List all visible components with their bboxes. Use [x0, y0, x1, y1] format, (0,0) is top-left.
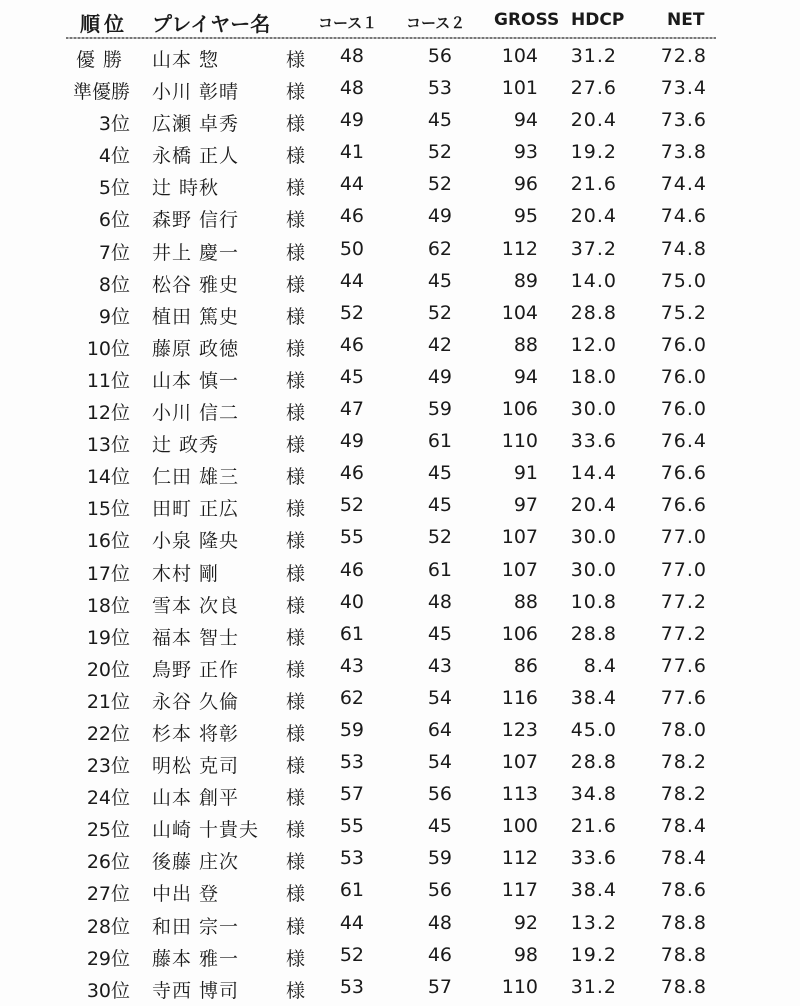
course2-score: 52 — [427, 526, 452, 549]
course2-score: 45 — [427, 494, 452, 517]
rank-cell: 12位 — [86, 402, 130, 425]
course2-score: 49 — [427, 365, 452, 388]
honorific: 様 — [286, 113, 306, 136]
rank-cell: 23位 — [86, 755, 130, 778]
gross-score: 100 — [501, 815, 538, 838]
honorific: 様 — [286, 273, 306, 296]
honorific: 様 — [286, 851, 306, 874]
handicap: 28.8 — [570, 751, 617, 774]
handicap: 21.6 — [570, 173, 617, 196]
table-row — [0, 234, 800, 266]
honorific: 様 — [286, 466, 306, 489]
rank-cell: 4位 — [98, 145, 130, 168]
table-row — [0, 683, 800, 715]
rank-cell: 14位 — [86, 466, 130, 489]
table-row — [0, 843, 800, 875]
honorific: 様 — [286, 81, 306, 104]
net-score: 78.4 — [660, 815, 707, 838]
handicap: 33.6 — [570, 847, 617, 870]
net-score: 78.6 — [660, 879, 707, 902]
player-name: 永橋 正人 — [152, 145, 240, 168]
course1-score: 46 — [339, 558, 364, 581]
handicap: 38.4 — [570, 879, 617, 902]
honorific: 様 — [286, 883, 306, 906]
course1-score: 53 — [339, 751, 364, 774]
net-score: 78.0 — [660, 718, 707, 741]
honorific: 様 — [286, 498, 306, 521]
course2-score: 48 — [427, 590, 452, 613]
course1-score: 61 — [339, 622, 364, 645]
honorific: 様 — [286, 722, 306, 745]
course1-score: 46 — [339, 205, 364, 228]
player-name: 山本 慎一 — [152, 369, 240, 392]
course1-score: 57 — [339, 783, 364, 806]
table-row — [0, 747, 800, 779]
gross-score: 93 — [513, 141, 538, 164]
gross-score: 94 — [513, 365, 538, 388]
course1-score: 44 — [339, 269, 364, 292]
course2-score: 52 — [427, 141, 452, 164]
table-row — [0, 169, 800, 201]
honorific: 様 — [286, 947, 306, 970]
honorific: 様 — [286, 209, 306, 232]
table-row — [0, 298, 800, 330]
table-row — [0, 330, 800, 362]
table-row — [0, 201, 800, 233]
course2-score: 43 — [427, 654, 452, 677]
course1-score: 55 — [339, 815, 364, 838]
table-row — [0, 619, 800, 651]
player-name: 鳥野 正作 — [152, 658, 240, 681]
gross-score: 112 — [501, 237, 538, 260]
handicap: 20.4 — [570, 494, 617, 517]
table-row — [0, 811, 800, 843]
honorific: 様 — [286, 177, 306, 200]
course2-score: 52 — [427, 301, 452, 324]
table-row — [0, 908, 800, 940]
table-row — [0, 490, 800, 522]
course1-score: 43 — [339, 654, 364, 677]
rank-cell: 18位 — [86, 594, 130, 617]
handicap: 20.4 — [570, 205, 617, 228]
honorific: 様 — [286, 819, 306, 842]
course1-score: 53 — [339, 975, 364, 998]
course1-score: 50 — [339, 237, 364, 260]
net-score: 73.4 — [660, 77, 707, 100]
course2-score: 62 — [427, 237, 452, 260]
table-row — [0, 458, 800, 490]
rank-cell: 20位 — [86, 658, 130, 681]
course1-score: 62 — [339, 686, 364, 709]
handicap: 28.8 — [570, 301, 617, 324]
course1-score: 49 — [339, 109, 364, 132]
gross-score: 106 — [501, 398, 538, 421]
course1-score: 52 — [339, 301, 364, 324]
table-row — [0, 522, 800, 554]
honorific: 様 — [286, 562, 306, 585]
honorific: 様 — [286, 626, 306, 649]
net-score: 74.6 — [660, 205, 707, 228]
course2-score: 42 — [427, 333, 452, 356]
course1-score: 61 — [339, 879, 364, 902]
net-score: 77.0 — [660, 558, 707, 581]
handicap: 12.0 — [570, 333, 617, 356]
table-row — [0, 779, 800, 811]
rank-cell: 7位 — [98, 241, 130, 264]
net-score: 74.4 — [660, 173, 707, 196]
course1-score: 53 — [339, 847, 364, 870]
honorific: 様 — [286, 337, 306, 360]
course1-score: 48 — [339, 45, 364, 67]
header-divider — [66, 37, 716, 39]
net-score: 73.8 — [660, 141, 707, 164]
net-score: 76.0 — [660, 365, 707, 388]
net-score: 76.4 — [660, 430, 707, 453]
net-score: 78.8 — [660, 943, 707, 966]
net-score: 76.0 — [660, 333, 707, 356]
rank-cell: 16位 — [86, 530, 130, 553]
player-name: 仁田 雄三 — [152, 466, 240, 489]
course2-score: 61 — [427, 558, 452, 581]
player-name: 森野 信行 — [152, 209, 240, 232]
rank-cell: 17位 — [86, 562, 130, 585]
rank-cell: 10位 — [86, 337, 130, 360]
rank-cell: 27位 — [86, 883, 130, 906]
header-course1: コース１ — [318, 14, 378, 32]
player-name: 山崎 十貴夫 — [152, 819, 260, 842]
gross-score: 106 — [501, 622, 538, 645]
net-score: 78.8 — [660, 975, 707, 998]
results-table-body — [0, 41, 800, 1004]
player-name: 後藤 庄次 — [152, 851, 240, 874]
net-score: 72.8 — [660, 45, 707, 67]
handicap: 19.2 — [570, 141, 617, 164]
table-row — [0, 266, 800, 298]
header-player: プレイヤー名 — [152, 12, 271, 36]
gross-score: 95 — [513, 205, 538, 228]
net-score: 73.6 — [660, 109, 707, 132]
rank-cell: 5位 — [98, 177, 130, 200]
player-name: 辻 政秀 — [152, 434, 220, 457]
course1-score: 52 — [339, 494, 364, 517]
handicap: 45.0 — [570, 718, 617, 741]
gross-score: 107 — [501, 751, 538, 774]
net-score: 75.2 — [660, 301, 707, 324]
course1-score: 44 — [339, 911, 364, 934]
handicap: 14.0 — [570, 269, 617, 292]
course1-score: 49 — [339, 430, 364, 453]
player-name: 永谷 久倫 — [152, 690, 240, 713]
net-score: 76.6 — [660, 494, 707, 517]
table-row — [0, 394, 800, 426]
player-name: 杉本 将彰 — [152, 722, 240, 745]
gross-score: 107 — [501, 526, 538, 549]
player-name: 藤本 雅一 — [152, 947, 240, 970]
rank-cell: 26位 — [86, 851, 130, 874]
course2-score: 46 — [427, 943, 452, 966]
table-row — [0, 587, 800, 619]
honorific: 様 — [286, 979, 306, 1002]
net-score: 76.0 — [660, 398, 707, 421]
rank-cell: 11位 — [86, 369, 130, 392]
course1-score: 52 — [339, 943, 364, 966]
player-name: 広瀬 卓秀 — [152, 113, 240, 136]
honorific: 様 — [286, 530, 306, 553]
gross-score: 123 — [501, 718, 538, 741]
honorific: 様 — [286, 145, 306, 168]
net-score: 77.6 — [660, 686, 707, 709]
rank-cell: 優勝 — [75, 49, 130, 71]
honorific: 様 — [286, 434, 306, 457]
course2-score: 49 — [427, 205, 452, 228]
gross-score: 107 — [501, 558, 538, 581]
course1-score: 55 — [339, 526, 364, 549]
course2-score: 54 — [427, 686, 452, 709]
handicap: 27.6 — [570, 77, 617, 100]
course1-score: 47 — [339, 398, 364, 421]
player-name: 寺西 博司 — [152, 979, 240, 1002]
table-row — [0, 105, 800, 137]
header-hdcp: HDCP — [571, 10, 625, 30]
net-score: 78.2 — [660, 783, 707, 806]
rank-cell: 30位 — [86, 979, 130, 1002]
gross-score: 86 — [513, 654, 538, 677]
player-name: 植田 篤史 — [152, 305, 240, 328]
gross-score: 101 — [501, 77, 538, 100]
honorific: 様 — [286, 755, 306, 778]
rank-cell: 15位 — [86, 498, 130, 521]
course2-score: 45 — [427, 622, 452, 645]
gross-score: 112 — [501, 847, 538, 870]
handicap: 10.8 — [570, 590, 617, 613]
header-course2: コース２ — [406, 14, 466, 32]
course2-score: 56 — [427, 45, 452, 67]
honorific: 様 — [286, 305, 306, 328]
rank-cell: 6位 — [98, 209, 130, 232]
honorific: 様 — [286, 241, 306, 264]
gross-score: 97 — [513, 494, 538, 517]
table-header — [0, 0, 800, 40]
rank-cell: 19位 — [86, 626, 130, 649]
course2-score: 59 — [427, 398, 452, 421]
gross-score: 104 — [501, 45, 538, 67]
player-name: 小泉 隆央 — [152, 530, 240, 553]
table-row — [0, 41, 800, 73]
handicap: 33.6 — [570, 430, 617, 453]
course1-score: 45 — [339, 365, 364, 388]
handicap: 18.0 — [570, 365, 617, 388]
player-name: 田町 正広 — [152, 498, 240, 521]
handicap: 34.8 — [570, 783, 617, 806]
course2-score: 59 — [427, 847, 452, 870]
handicap: 37.2 — [570, 237, 617, 260]
table-row — [0, 875, 800, 907]
player-name: 中出 登 — [152, 883, 220, 906]
player-name: 井上 慶一 — [152, 241, 240, 264]
player-name: 和田 宗一 — [152, 915, 240, 938]
course2-score: 56 — [427, 783, 452, 806]
table-row — [0, 940, 800, 972]
course2-score: 53 — [427, 77, 452, 100]
player-name: 松谷 雅史 — [152, 273, 240, 296]
rank-cell: 29位 — [86, 947, 130, 970]
gross-score: 88 — [513, 590, 538, 613]
header-net: NET — [667, 10, 705, 30]
honorific: 様 — [286, 658, 306, 681]
course1-score: 46 — [339, 462, 364, 485]
course1-score: 59 — [339, 718, 364, 741]
table-row — [0, 426, 800, 458]
handicap: 28.8 — [570, 622, 617, 645]
rank-cell: 28位 — [86, 915, 130, 938]
course1-score: 44 — [339, 173, 364, 196]
handicap: 8.4 — [583, 654, 617, 677]
net-score: 77.2 — [660, 590, 707, 613]
handicap: 31.2 — [570, 45, 617, 67]
player-name: 辻 時秋 — [152, 177, 220, 200]
player-name: 木村 剛 — [152, 562, 220, 585]
player-name: 小川 信二 — [152, 402, 240, 425]
gross-score: 94 — [513, 109, 538, 132]
course2-score: 56 — [427, 879, 452, 902]
player-name: 雪本 次良 — [152, 594, 240, 617]
rank-cell: 9位 — [98, 305, 130, 328]
net-score: 77.6 — [660, 654, 707, 677]
table-row — [0, 362, 800, 394]
gross-score: 117 — [501, 879, 538, 902]
rank-cell: 3位 — [98, 113, 130, 136]
net-score: 78.4 — [660, 847, 707, 870]
gross-score: 98 — [513, 943, 538, 966]
gross-score: 88 — [513, 333, 538, 356]
handicap: 21.6 — [570, 815, 617, 838]
course1-score: 41 — [339, 141, 364, 164]
table-row — [0, 715, 800, 747]
net-score: 76.6 — [660, 462, 707, 485]
rank-cell: 準優勝 — [72, 81, 130, 104]
gross-score: 113 — [501, 783, 538, 806]
rank-cell: 25位 — [86, 819, 130, 842]
rank-cell: 8位 — [98, 273, 130, 296]
table-row — [0, 137, 800, 169]
net-score: 75.0 — [660, 269, 707, 292]
gross-score: 110 — [501, 975, 538, 998]
net-score: 77.2 — [660, 622, 707, 645]
gross-score: 110 — [501, 430, 538, 453]
course2-score: 54 — [427, 751, 452, 774]
handicap: 14.4 — [570, 462, 617, 485]
honorific: 様 — [286, 787, 306, 810]
table-row — [0, 73, 800, 105]
course2-score: 61 — [427, 430, 452, 453]
honorific: 様 — [286, 402, 306, 425]
gross-score: 92 — [513, 911, 538, 934]
course2-score: 45 — [427, 462, 452, 485]
net-score: 77.0 — [660, 526, 707, 549]
honorific: 様 — [286, 369, 306, 392]
handicap: 30.0 — [570, 398, 617, 421]
gross-score: 89 — [513, 269, 538, 292]
course2-score: 52 — [427, 173, 452, 196]
net-score: 78.2 — [660, 751, 707, 774]
course2-score: 45 — [427, 109, 452, 132]
course2-score: 48 — [427, 911, 452, 934]
table-row — [0, 555, 800, 587]
player-name: 福本 智士 — [152, 626, 240, 649]
rank-cell: 21位 — [86, 690, 130, 713]
course2-score: 45 — [427, 815, 452, 838]
course2-score: 57 — [427, 975, 452, 998]
course1-score: 40 — [339, 590, 364, 613]
header-rank: 順位 — [80, 12, 128, 36]
handicap: 30.0 — [570, 558, 617, 581]
handicap: 13.2 — [570, 911, 617, 934]
rank-cell: 22位 — [86, 722, 130, 745]
player-name: 山本 惣 — [152, 49, 220, 71]
player-name: 小川 彰晴 — [152, 81, 240, 104]
course2-score: 64 — [427, 718, 452, 741]
gross-score: 96 — [513, 173, 538, 196]
gross-score: 104 — [501, 301, 538, 324]
honorific: 様 — [286, 915, 306, 938]
handicap: 31.2 — [570, 975, 617, 998]
honorific: 様 — [286, 49, 306, 71]
table-row — [0, 651, 800, 683]
handicap: 30.0 — [570, 526, 617, 549]
course2-score: 45 — [427, 269, 452, 292]
rank-cell: 24位 — [86, 787, 130, 810]
course1-score: 46 — [339, 333, 364, 356]
net-score: 78.8 — [660, 911, 707, 934]
net-score: 74.8 — [660, 237, 707, 260]
rank-cell: 13位 — [86, 434, 130, 457]
player-name: 山本 創平 — [152, 787, 240, 810]
header-gross: GROSS — [494, 10, 560, 30]
honorific: 様 — [286, 594, 306, 617]
table-row — [0, 972, 800, 1004]
player-name: 藤原 政徳 — [152, 337, 240, 360]
course1-score: 48 — [339, 77, 364, 100]
handicap: 19.2 — [570, 943, 617, 966]
honorific: 様 — [286, 690, 306, 713]
gross-score: 91 — [513, 462, 538, 485]
player-name: 明松 克司 — [152, 755, 240, 778]
gross-score: 116 — [501, 686, 538, 709]
handicap: 38.4 — [570, 686, 617, 709]
handicap: 20.4 — [570, 109, 617, 132]
